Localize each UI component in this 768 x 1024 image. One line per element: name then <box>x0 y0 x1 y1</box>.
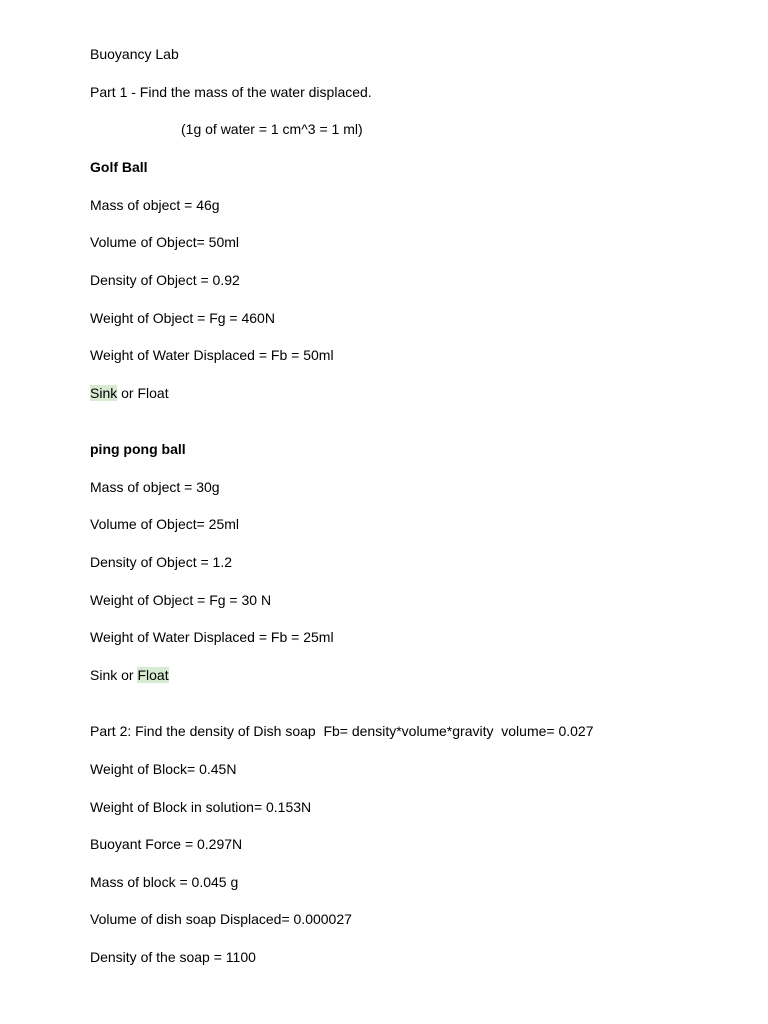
ping-pong-ball-float-option: Float <box>137 667 169 683</box>
ping-pong-ball-or-text: or <box>117 667 138 683</box>
golf-ball-heading: Golf Ball <box>90 159 148 175</box>
ping-pong-ball-weight: Weight of Object = Fg = 30 N <box>90 592 272 608</box>
ping-pong-ball-sink-or-float <box>90 666 169 684</box>
golf-ball-float-option: Float <box>137 385 169 401</box>
ping-pong-ball-water-weight: Weight of Water Displaced = Fb = 25ml <box>90 629 334 645</box>
golf-ball-or-text: or <box>117 385 138 401</box>
ping-pong-ball-volume: Volume of Object= 25ml <box>90 516 240 532</box>
ping-pong-ball-mass: Mass of object = 30g <box>90 479 220 495</box>
golf-ball-sink-or-float <box>90 384 169 402</box>
ping-pong-ball-sink-option: Sink <box>90 667 118 683</box>
document-title: Buoyancy Lab <box>90 46 179 62</box>
part2-block-weight-solution: Weight of Block in solution= 0.153N <box>90 799 312 815</box>
golf-ball-water-weight: Weight of Water Displaced = Fb = 50ml <box>90 347 334 363</box>
part2-block-weight: Weight of Block= 0.45N <box>90 761 237 777</box>
golf-ball-volume: Volume of Object= 50ml <box>90 234 240 250</box>
part2-soap-density: Density of the soap = 1100 <box>90 949 256 965</box>
ping-pong-ball-density: Density of Object = 1.2 <box>90 554 233 570</box>
part2-soap-volume: Volume of dish soap Displaced= 0.000027 <box>90 911 352 927</box>
part2-heading: Part 2: Find the density of Dish soap Fb= density*volume*gravity volume= 0.027 <box>90 723 594 739</box>
golf-ball-mass: Mass of object = 46g <box>90 197 220 213</box>
ping-pong-ball-heading: ping pong ball <box>90 441 186 457</box>
part2-block-mass: Mass of block = 0.045 g <box>90 874 239 890</box>
part1-note: (1g of water = 1 cm^3 = 1 ml) <box>181 121 363 137</box>
golf-ball-density: Density of Object = 0.92 <box>90 272 240 288</box>
part1-heading: Part 1 - Find the mass of the water displaced. <box>90 84 372 100</box>
golf-ball-weight: Weight of Object = Fg = 460N <box>90 310 275 326</box>
golf-ball-sink-option: Sink <box>90 385 118 401</box>
part2-buoyant-force: Buoyant Force = 0.297N <box>90 836 243 852</box>
